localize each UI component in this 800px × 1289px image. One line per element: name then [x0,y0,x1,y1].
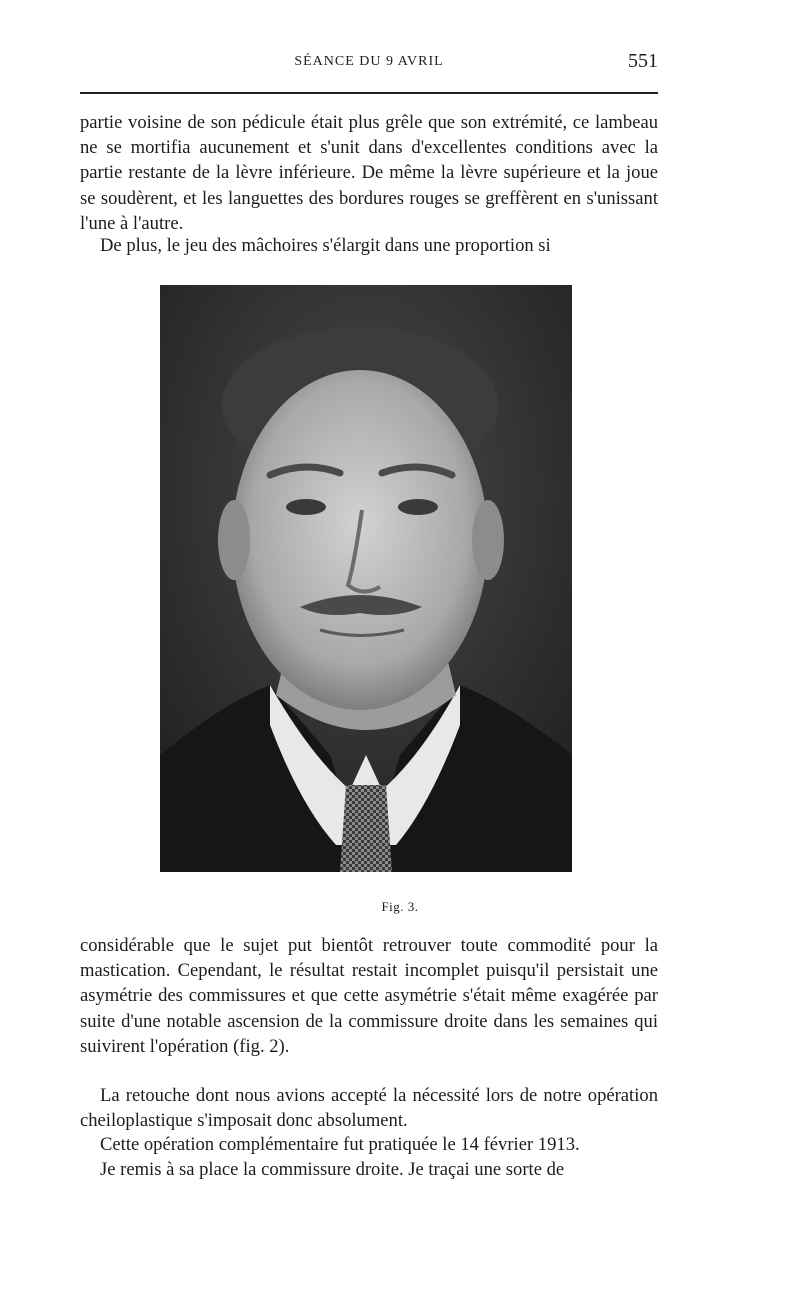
running-head [80,50,658,80]
paragraph-operation-date: Cette opération complémentaire fut pratiquée le 14 février 1913. [100,1134,580,1155]
portrait-illustration [160,285,572,872]
paragraph-retouch: La retouche dont nous avions accepté la nécessité lors de notre opération cheiloplastique s'imposait donc absolument. [80,1085,658,1132]
paragraph-commissure: Je remis à sa place la commissure droite. Je traçai une sorte de [100,1159,565,1180]
paragraph-jaw-movement: De plus, le jeu des mâchoires s'élargit dans une proportion si [100,235,551,256]
paragraph-continuation: partie voisine de son pédicule était plus grêle que son extrémité, ce lambeau ne se mortifia aucunement et s'unit dans d'excellentes conditions avec la partie restante de la lèvre inférieure. De même la lèvre supérieure et la joue se soudèrent, et les languettes des bordures rouges se greffèrent en s'unissant l'une à l'autre. [80,112,658,234]
running-title: SÉANCE DU 9 AVRIL [294,54,444,69]
portrait-photograph [160,285,572,872]
paragraph-result: considérable que le sujet put bientôt retrouver toute commodité pour la mastication. Cependant, le résultat restait incomplet puisqu'il persistait une asymétrie des commissures et que cette asymétrie s'était même exagérée par suite d'une notable ascension de la commissure droite dans les semaines qui suivirent l'opération (fig. 2). [80,935,658,1057]
figure-caption: Fig. 3. [381,899,419,914]
page-number: 551 [628,50,658,72]
header-rule [80,92,658,94]
